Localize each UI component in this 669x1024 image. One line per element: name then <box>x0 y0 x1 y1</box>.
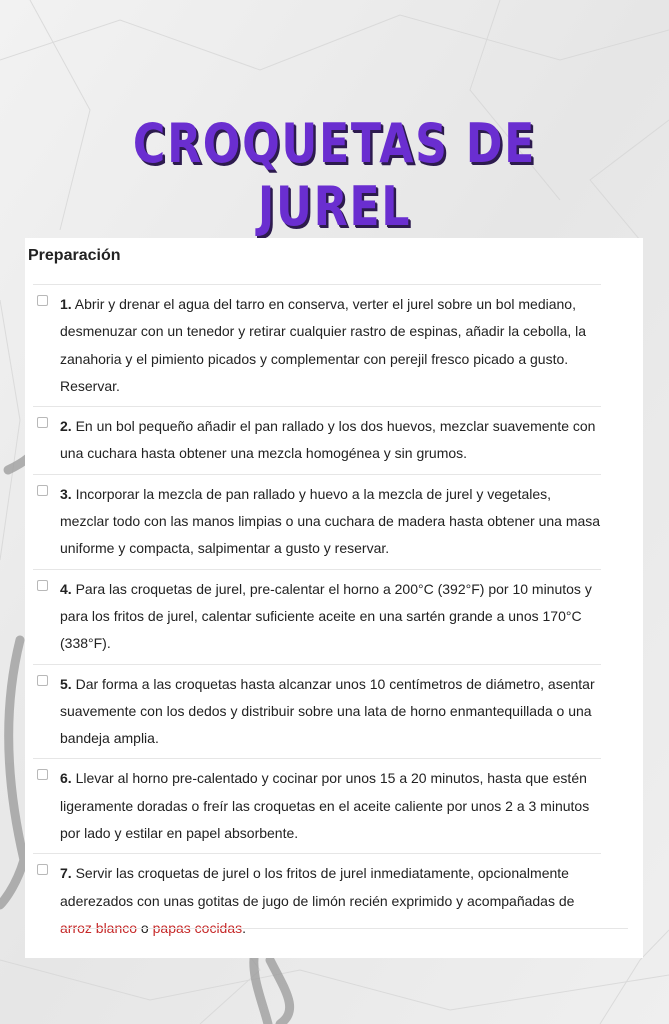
step-item-3 <box>33 474 601 569</box>
step-item-7 <box>33 853 601 948</box>
step-description: Incorporar la mezcla de pan rallado y huevo a la mezcla de jurel y vegetales, mezclar todo con las manos limpias o una cuchara de madera hasta obtener una masa uniforme y compacta, salpimentar a gusto y reservar. <box>60 485 601 557</box>
step-description: Dar forma a las croquetas hasta alcanzar unos 10 centímetros de diámetro, asentar suavemente con los dedos y distribuir sobre una lata de horno enmantequillada o una bandeja amplia. <box>60 675 595 747</box>
step-description: Para las croquetas de jurel, pre-calentar el horno a 200°C (392°F) por 10 minutos y para los fritos de jurel, calentar suficiente aceite en una sartén grande a unos 170°C (338°F). <box>60 580 592 652</box>
papas-cocidas-link[interactable]: papas cocidas <box>152 919 243 936</box>
step-number: 5. <box>60 675 72 692</box>
step-number: 1. <box>60 296 72 312</box>
step-description: Llevar al horno pre-calentado y cocinar por unos 15 a 20 minutos, hasta que estén ligeramente doradas o freír las croquetas en el aceite caliente por unos 2 a 3 minutos por lado y estilar en papel absorbente. <box>60 770 590 842</box>
step-item-5 <box>33 664 601 759</box>
divider <box>60 928 628 929</box>
step-checkbox[interactable] <box>37 295 48 306</box>
step-text <box>60 413 601 468</box>
step-text <box>60 860 601 942</box>
step-number: 3. <box>60 485 72 502</box>
step-item-4 <box>33 569 601 664</box>
step-checkbox[interactable] <box>37 864 48 875</box>
step-text <box>60 481 601 563</box>
step-number: 4. <box>60 580 72 597</box>
step-description: Servir las croquetas de jurel o los fritos de jurel inmediatamente, opcionalmente aderezados con unas gotitas de jugo de limón recién exprimido y acompañadas de <box>60 865 575 909</box>
step-description: Abrir y drenar el agua del tarro en conserva, verter el jurel sobre un bol mediano, desmenuzar con un tenedor y retirar cualquier rastro de espinas, añadir la cebolla, la zanahoria y el pimiento picados y complementar con perejil fresco picado a gusto. Reservar. <box>60 296 587 394</box>
step-checkbox[interactable] <box>37 675 48 686</box>
step-item-1 <box>33 284 601 406</box>
step-item-6 <box>33 758 601 853</box>
step-connector: o <box>137 919 153 936</box>
steps-list <box>33 284 601 948</box>
step-number: 6. <box>60 770 72 787</box>
step-text <box>60 765 601 847</box>
step-item-2 <box>33 406 601 474</box>
step-number: 7. <box>60 865 72 882</box>
step-text <box>60 576 601 658</box>
step-end: . <box>242 919 247 936</box>
step-checkbox[interactable] <box>37 485 48 496</box>
step-checkbox[interactable] <box>37 769 48 780</box>
step-checkbox[interactable] <box>37 417 48 428</box>
section-heading: Preparación <box>28 247 121 264</box>
step-text <box>60 671 601 753</box>
step-checkbox[interactable] <box>37 580 48 591</box>
preparation-card <box>25 238 643 958</box>
step-text <box>60 291 601 400</box>
step-number: 2. <box>60 418 72 435</box>
arroz-blanco-link[interactable]: arroz blanco <box>60 919 138 936</box>
page-title: CROQUETAS DE JUREL <box>132 112 537 238</box>
step-description: En un bol pequeño añadir el pan rallado y los dos huevos, mezclar suavemente con una cuchara hasta obtener una mezcla homogénea y sin grumos. <box>60 418 596 462</box>
